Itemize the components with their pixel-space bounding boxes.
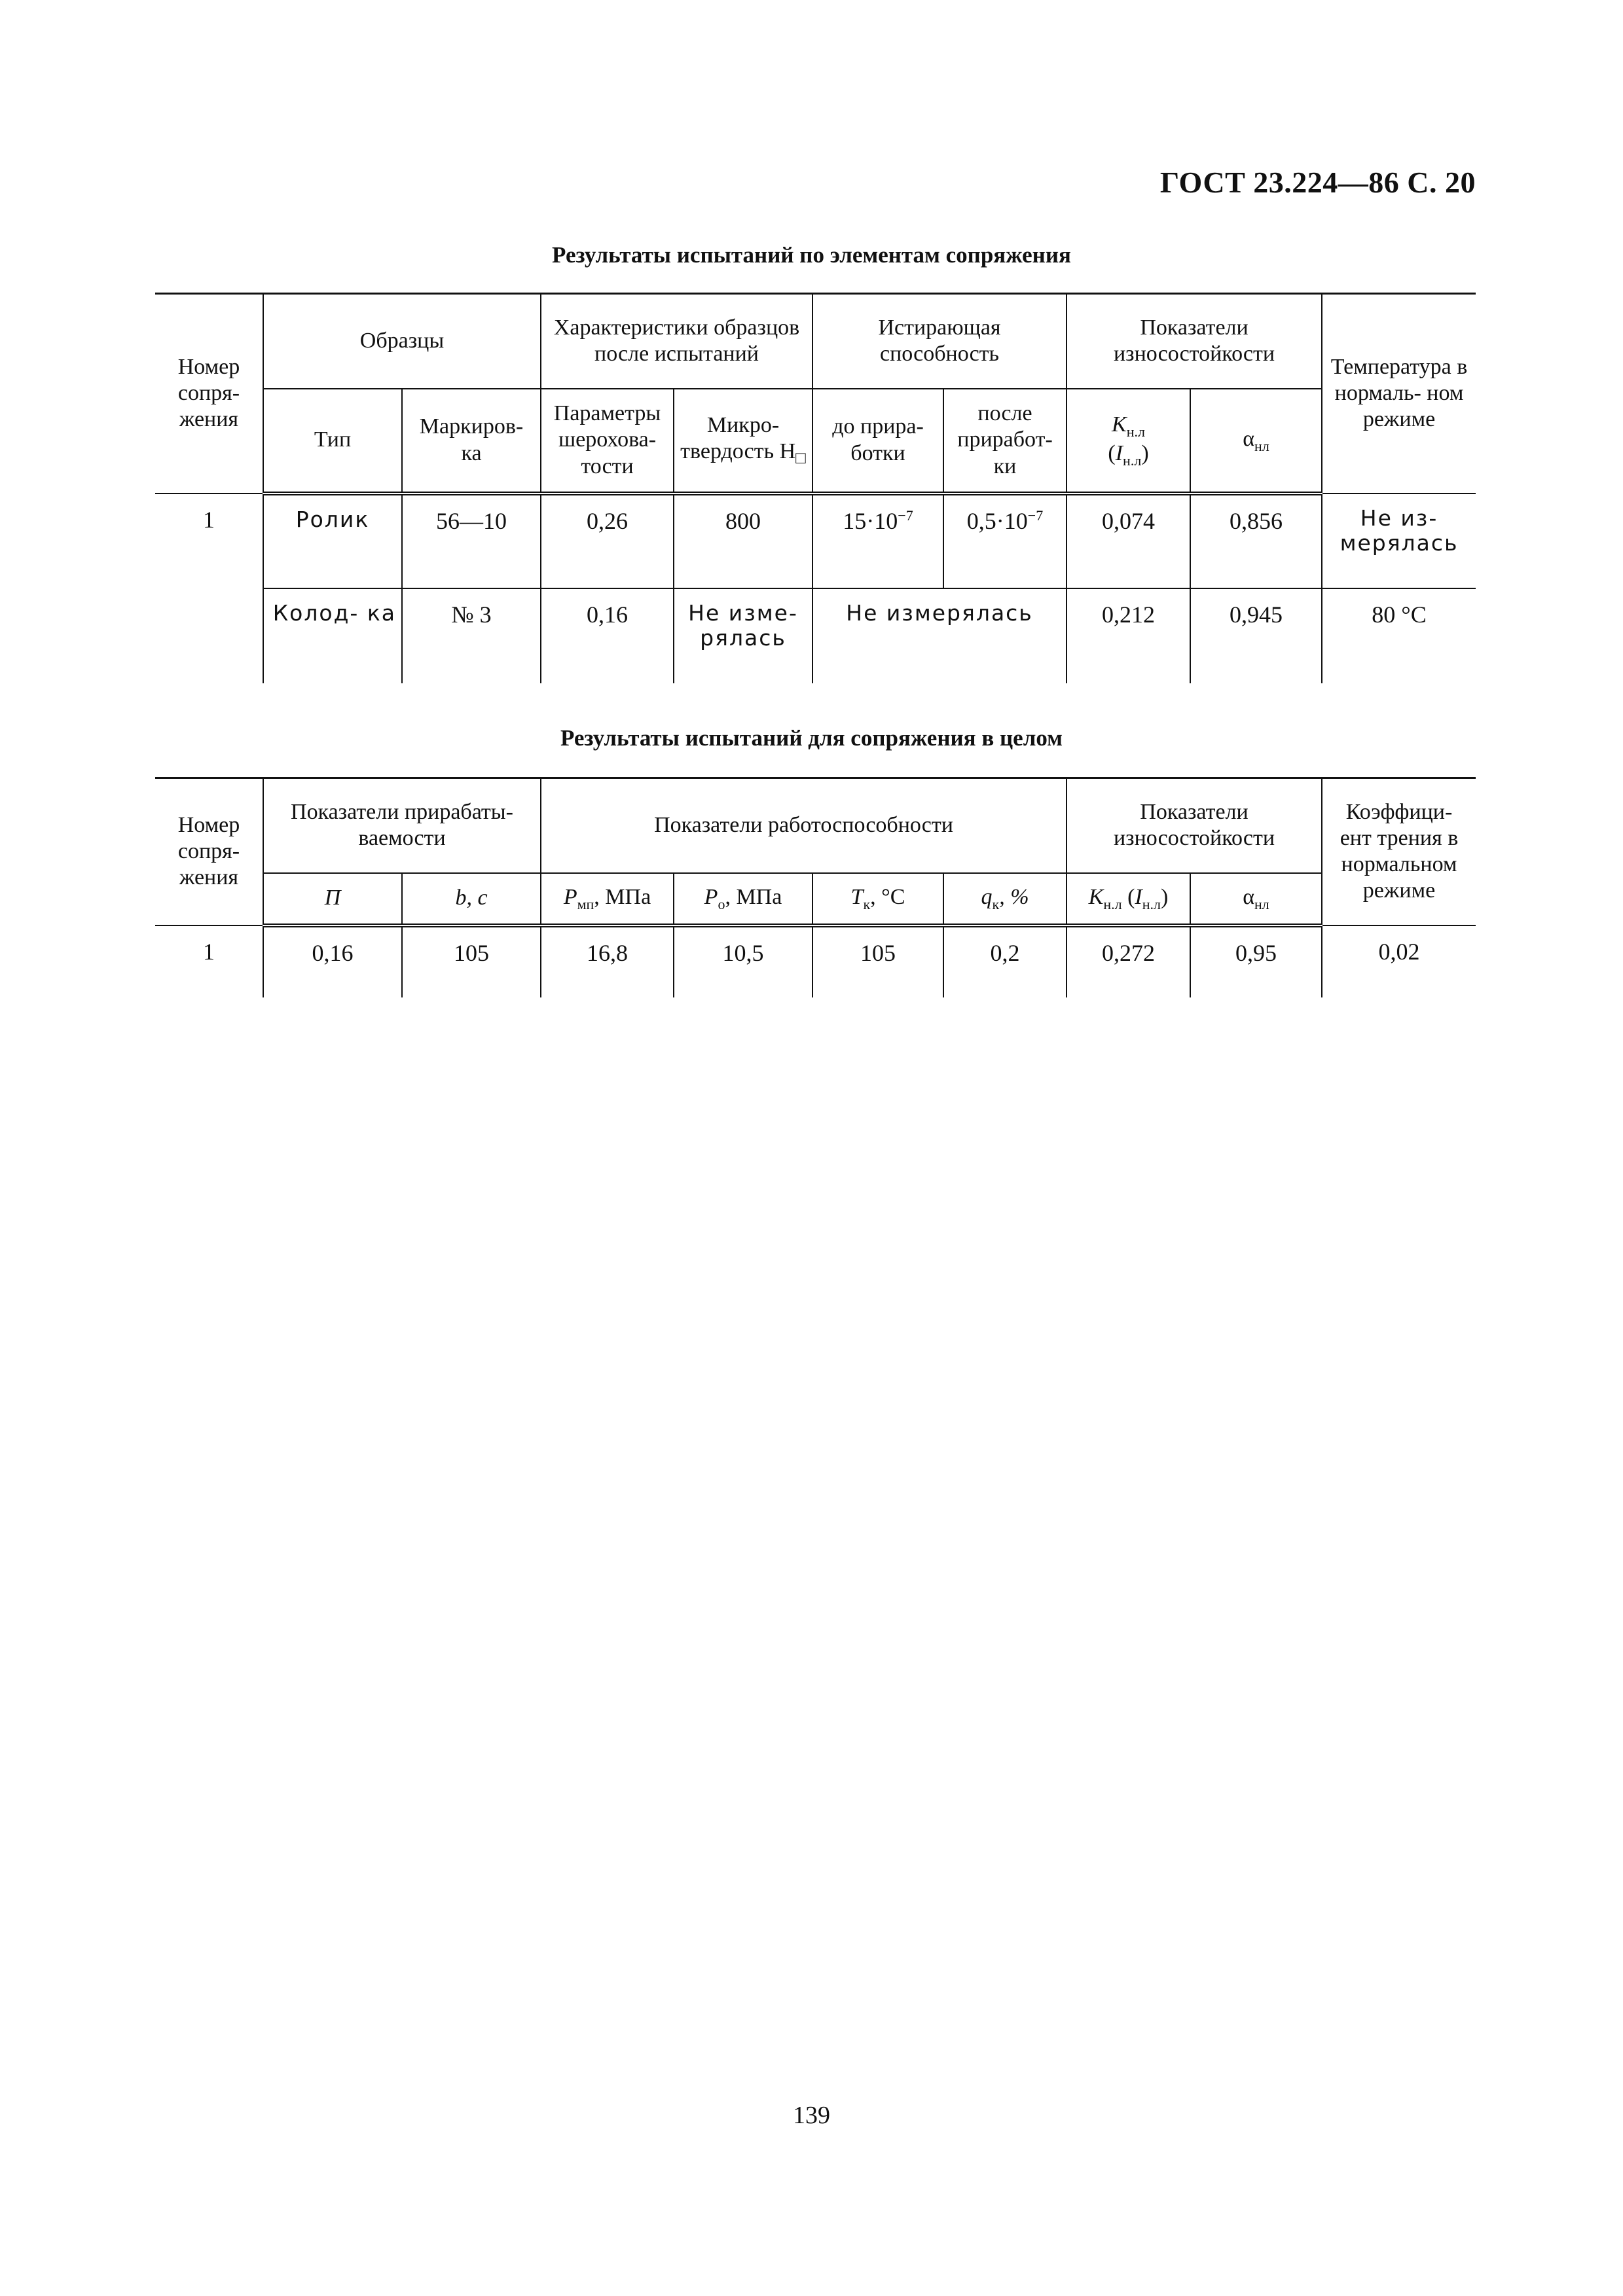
alpha-symbol: α xyxy=(1243,426,1255,451)
col-header-harakteristiki: Характеристики образцов после испытаний xyxy=(541,294,812,389)
col-header-alpha-nl xyxy=(1190,389,1322,493)
col-header-k-nl: $K_{н.л}$ $(I_{н.л})$ xyxy=(1067,873,1190,925)
col-header-nomer: Номер сопря- жения xyxy=(155,778,263,925)
cell-posle-prirabotki xyxy=(943,493,1067,588)
tk-unit: , °С xyxy=(870,884,905,909)
col-header-nomer: Номер сопря- жения xyxy=(155,294,263,493)
document-code-header: ГОСТ 23.224—86 С. 20 xyxy=(1159,166,1476,199)
col-header-temperatura: Температура в нормаль- ном режиме xyxy=(1322,294,1476,493)
col-header-do-prirabotki: до прира- ботки xyxy=(812,389,943,493)
table2-caption: Результаты испытаний для сопряжения в целом xyxy=(560,725,1063,751)
col-header-iznosostoikost: Показатели износостойкости xyxy=(1067,294,1322,389)
cell-istir: Не измерялась xyxy=(812,588,1067,683)
table-row xyxy=(155,493,1476,588)
mikro-symbol: □ xyxy=(795,448,806,467)
col-header-k-nl: $K_{н.л}$ $(I_{н.л})$ xyxy=(1067,389,1190,493)
col-header-iznosostoikost: Показатели износостойкости xyxy=(1067,778,1322,873)
alpha-subscript: нл xyxy=(1254,895,1269,912)
col-header-tk xyxy=(812,873,943,925)
cell-tip: Колод- ка xyxy=(263,588,402,683)
b-symbol: b, с xyxy=(455,886,488,910)
col-header-b xyxy=(402,873,541,925)
qk-symbol: q xyxy=(981,884,993,909)
cell-k: 0,074 xyxy=(1067,493,1190,588)
alpha-symbol: α xyxy=(1243,884,1255,909)
col-header-prirabat: Показатели прирабаты- ваемости xyxy=(263,778,541,873)
cell-alpha: 0,856 xyxy=(1190,493,1322,588)
cell-temperatura: 80 °С xyxy=(1322,588,1476,683)
col-header-alpha-nl xyxy=(1190,873,1322,925)
cell-nomer: 1 xyxy=(155,925,263,997)
cell-mikro: 800 xyxy=(674,493,812,588)
cell-qk: 0,2 xyxy=(943,925,1067,997)
col-header-pmp xyxy=(541,873,674,925)
p-symbol: П xyxy=(324,886,341,910)
posle-exponent: −7 xyxy=(1027,507,1044,524)
col-header-posle-prirabotki: после приработ- ки xyxy=(943,389,1067,493)
cell-do-prirabotki xyxy=(812,493,943,588)
i-symbol: I xyxy=(1135,884,1142,909)
cell-alpha: 0,95 xyxy=(1190,925,1322,997)
cell-k: 0,212 xyxy=(1067,588,1190,683)
col-header-istirayushchaya: Истирающая способность xyxy=(812,294,1067,389)
table1-caption: Результаты испытаний по элементам сопряжения xyxy=(552,242,1071,268)
col-header-p xyxy=(263,873,402,925)
pmp-unit: , МПа xyxy=(594,884,651,909)
col-header-qk xyxy=(943,873,1067,925)
k-subscript: н.л xyxy=(1103,895,1122,912)
po-subscript: о xyxy=(718,895,725,912)
page-number: 139 xyxy=(793,2102,830,2129)
i-subscript: н.л xyxy=(1142,895,1161,912)
cell-koeff: 0,02 xyxy=(1322,925,1476,997)
col-header-markirovka: Маркиров- ка xyxy=(402,389,541,493)
qk-subscript: к xyxy=(992,895,1000,912)
alpha-subscript: нл xyxy=(1254,437,1269,454)
cell-k: 0,272 xyxy=(1067,925,1190,997)
po-symbol: P xyxy=(704,884,718,909)
col-header-parametry: Параметры шерохова- тости xyxy=(541,389,674,493)
k-symbol: K xyxy=(1112,412,1127,437)
qk-unit: , % xyxy=(999,884,1029,909)
col-header-koeff: Коэффици- ент трения в нормальном режиме xyxy=(1322,778,1476,925)
table-row xyxy=(155,925,1476,997)
k-symbol: K xyxy=(1088,884,1104,909)
i-subscript: н.л xyxy=(1123,452,1142,469)
cell-mikro: Не изме- рялась xyxy=(674,588,812,683)
col-header-po xyxy=(674,873,812,925)
cell-p: 0,16 xyxy=(263,925,402,997)
table-row xyxy=(155,588,1476,683)
cell-parametry: 0,16 xyxy=(541,588,674,683)
cell-pmp: 16,8 xyxy=(541,925,674,997)
pmp-subscript: мп xyxy=(577,895,594,912)
col-header-tip: Тип xyxy=(263,389,402,493)
col-header-obraztsy: Образцы xyxy=(263,294,541,389)
cell-parametry: 0,26 xyxy=(541,493,674,588)
col-header-mikrotverdost xyxy=(674,389,812,493)
posle-base: 0,5·10 xyxy=(966,507,1028,534)
po-unit: , МПа xyxy=(725,884,782,909)
cell-nomer: 1 xyxy=(155,493,263,588)
cell-nomer-empty xyxy=(155,588,263,683)
cell-alpha: 0,945 xyxy=(1190,588,1322,683)
do-exponent: −7 xyxy=(898,507,913,524)
cell-temperatura: Не из- мерялась xyxy=(1322,493,1476,588)
cell-po: 10,5 xyxy=(674,925,812,997)
k-subscript: н.л xyxy=(1126,423,1145,440)
col-header-rabotosposobnost: Показатели работоспособности xyxy=(541,778,1067,873)
cell-markirovka: № 3 xyxy=(402,588,541,683)
do-base: 15·10 xyxy=(843,507,898,534)
mikro-label: Микро- твердость Н xyxy=(680,412,796,463)
cell-tip: Ролик xyxy=(263,493,402,588)
cell-b: 105 xyxy=(402,925,541,997)
pmp-symbol: P xyxy=(563,884,577,909)
i-symbol: I xyxy=(1115,440,1123,465)
tk-symbol: T xyxy=(850,884,864,909)
element-results-table xyxy=(155,293,1476,683)
cell-tk: 105 xyxy=(812,925,943,997)
tk-subscript: к xyxy=(863,895,871,912)
cell-markirovka: 56—10 xyxy=(402,493,541,588)
overall-results-table xyxy=(155,777,1476,997)
